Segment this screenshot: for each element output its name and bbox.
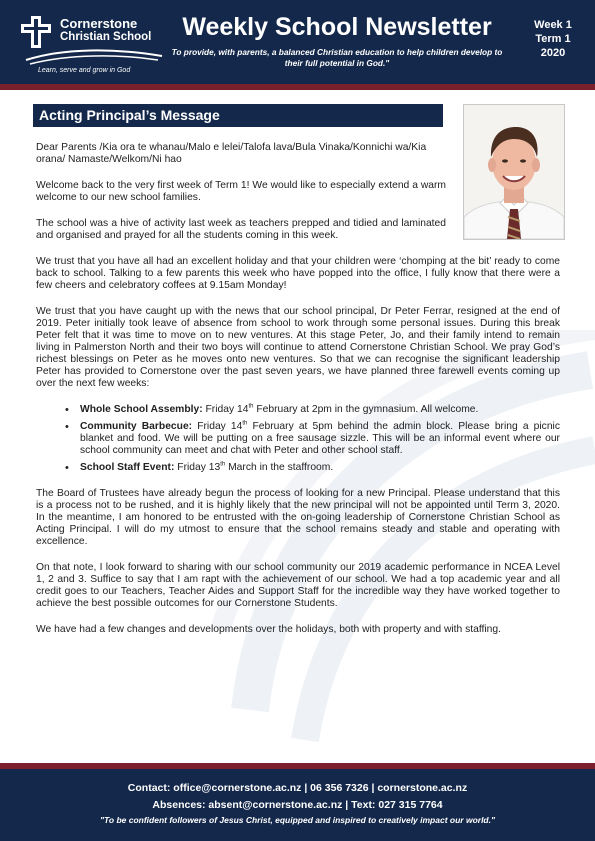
swoosh-icon bbox=[24, 46, 164, 66]
newsletter-footer bbox=[0, 769, 595, 841]
paragraph-welcome: Welcome back to the very first week of Term 1! We would like to especially extend a warm welcome to our new school families. bbox=[36, 180, 446, 203]
paragraph-board: The Board of Trustees have already begun the process of looking for a new Principal. Please understand that this is a process not to be rushed, and it is highly likely that the new principal will not be appointed until Term 3, 2020. In the meantime, I am honored to be entrusted with the on-going leadership of Cornerstone Christian School as Acting Principal. I will do my utmost to ensure that the school remains steady and stable and operating with excellence. bbox=[36, 488, 560, 547]
absences-line: Absences: absent@cornerstone.ac.nz | Text: 027 315 7764 bbox=[152, 799, 443, 811]
greeting: Dear Parents /Kia ora te whanau/Malo e lelei/Talofa lava/Bula Vinaka/Konnichi wa/Kia orana/ Namaste/Welkom/Ni hao bbox=[36, 142, 427, 165]
event-details: February at 5pm behind the admin block. Please bring a picnic blanket and food. We will be putting on a free sausage sizzle. This will be an informal event where our school community can meet and chat with Peter and other school staff. bbox=[80, 421, 560, 456]
vision-statement: "To be confident followers of Jesus Christ, equipped and inspired to creatively impact our world." bbox=[99, 815, 496, 825]
farewell-events-list bbox=[36, 404, 560, 474]
contact-line: Contact: office@cornerstone.ac.nz | 06 356 7326 | cornerstone.ac.nz bbox=[127, 782, 468, 794]
list-item bbox=[80, 421, 560, 457]
event-date-suffix: th bbox=[242, 420, 248, 427]
mission-statement: To provide, with parents, a balanced Christian education to help children develop to their full potential in God." bbox=[171, 47, 503, 68]
school-tagline: Learn, serve and grow in God bbox=[38, 67, 131, 74]
school-logo bbox=[16, 12, 166, 78]
event-name: Whole School Assembly: bbox=[80, 404, 203, 415]
edition-info bbox=[516, 18, 590, 60]
edition-year: 2020 bbox=[540, 47, 566, 59]
event-date: Friday 13 bbox=[177, 462, 221, 473]
paragraph-ncea: On that note, I look forward to sharing with our school community our 2019 academic performance in NCEA Level 1, 2 and 3. Suffice to say that I am rapt with the achievement of our school. We had a top academic year and all credit goes to our Teachers, Teacher Aides and Support Staff for the incredible way they have worked together to achieve the best possible outcomes for our Cornerstone Students. bbox=[36, 562, 560, 609]
newsletter-header bbox=[0, 0, 595, 84]
event-date-suffix: th bbox=[220, 461, 226, 468]
edition-week: Week 1 bbox=[534, 19, 572, 31]
paragraph-holiday: We trust that you have all had an excellent holiday and that your children were ‘chomping at the bit’ ready to come back to school. Talking to a few parents this week who have popped into the office, I fully know that there were a few cheers and celebratory coffees at 9.15am Monday! bbox=[36, 256, 560, 291]
event-details: February at 2pm in the gymnasium. All welcome. bbox=[253, 404, 479, 415]
cross-icon bbox=[18, 15, 56, 49]
edition-term: Term 1 bbox=[535, 33, 571, 45]
list-item bbox=[80, 462, 560, 474]
newsletter-title: Weekly School Newsletter bbox=[182, 13, 492, 41]
event-details: March in the staffroom. bbox=[225, 462, 334, 473]
paragraph-changes: We have had a few changes and developments over the holidays, both with property and with staffing. bbox=[36, 624, 501, 635]
paragraph-resignation: We trust that you have caught up with the news that our school principal, Dr Peter Ferrar, resigned at the end of 2019. Peter initially took leave of absence from school to work through some personal issues. During this break Peter felt that it was time to move on to new ventures. At this stage Peter, Jo, and their family intend to remain living in Palmerston North and their two boys will continue to attend Cornerstone Christian School. We pray God’s richest blessings on Peter as he moves onto new ventures. So that we can recognise the significant leadership Peter has provided to Cornerstone over the past seven years, we have planned three farewell events coming up over the next few weeks: bbox=[36, 306, 560, 389]
event-date-suffix: th bbox=[248, 403, 254, 410]
list-item bbox=[80, 404, 560, 416]
event-name: Community Barbecue: bbox=[80, 421, 193, 432]
event-date: Friday 14 bbox=[205, 404, 249, 415]
paragraph-activity: The school was a hive of activity last week as teachers prepped and tidied and laminated and organised and prayed for all the students coming in this week. bbox=[36, 218, 446, 241]
event-date: Friday 14 bbox=[197, 421, 243, 432]
school-name: Cornerstone bbox=[60, 16, 138, 31]
article-body bbox=[36, 142, 560, 650]
school-subname: Christian School bbox=[60, 31, 152, 43]
header-divider bbox=[0, 84, 595, 90]
event-name: School Staff Event: bbox=[80, 462, 175, 473]
section-heading: Acting Principal’s Message bbox=[33, 104, 443, 127]
